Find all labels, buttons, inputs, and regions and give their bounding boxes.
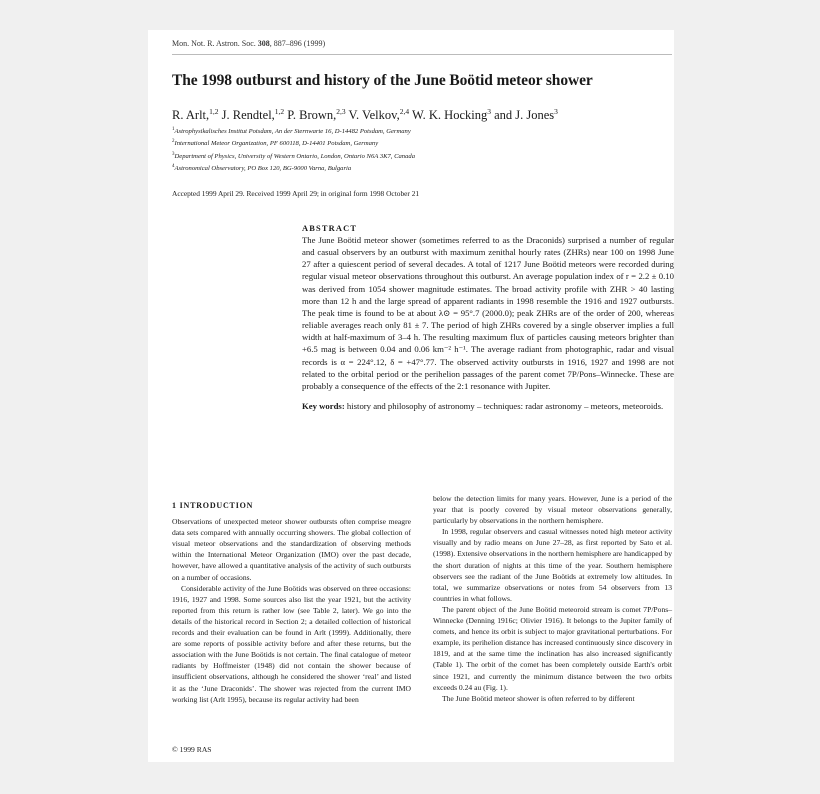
affiliation: $^4$Astronomical Observatory, PO Box 120, BG-9000 Varna, Bulgaria <box>172 164 352 173</box>
keywords <box>302 400 674 412</box>
running-head: Mon. Not. R. Astron. Soc. 308, 887–896 (1999) <box>172 39 326 48</box>
paragraph: below the detection limits for many years. However, June is a period of the year that is poorly covered by visual meteor observations generally, particularly by observations in the northern hemisphere. <box>433 494 672 526</box>
keywords-text: history and philosophy of astronomy – techniques: radar astronomy – meteors, meteoroids. <box>344 401 664 412</box>
keywords-label: Key words: <box>302 401 345 412</box>
author: J. Rendtel, <box>218 108 275 123</box>
affiliation: $^1$Astrophysikalisches Institut Potsdam, An der Sternwarte 16, D-14482 Potsdam, Germany <box>172 127 411 136</box>
column-left <box>172 500 411 705</box>
author: W. K. Hocking <box>409 108 488 123</box>
header-rule <box>172 54 672 55</box>
author: and J. Jones <box>490 108 555 123</box>
accepted-dates: Accepted 1999 April 29. Received 1999 April 29; in original form 1998 October 21 <box>172 189 420 198</box>
author: V. Velkov, <box>345 108 400 123</box>
paragraph: Considerable activity of the June Boötids was observed on three occasions: 1916, 1927 and 1998. Some sources also list the year 1921, but the activity reported from this return is rather low (see Table 2, later). We go into the details of the historical record in Section 2; a detailed collection of historical records and their evaluation can be found in Arlt (1999). Additionally, there are some reports of possible activity before and after these returns, but the association with the June Boötids is not certain. The final catalogue of meteor radiants by Hoffmeister (1948) did not contain the shower because of insufficient observations, although he considered the shower ‘real’ and listed it as the ‘June Draconids’. The shower was rejected from the current IMO working list (Arlt 1995), because its regular activity had been <box>172 583 411 704</box>
author: R. Arlt, <box>172 108 210 123</box>
column-right <box>433 493 672 704</box>
section-heading: 1 INTRODUCTION <box>172 501 254 510</box>
affiliations <box>172 125 652 175</box>
paragraph: The parent object of the June Boötid meteoroid stream is comet 7P/Pons–Winnecke (Denning 1916c; Olivier 1916). It belongs to the Jupiter family of comets, and hence its orbit is subject to major gravitational perturbations. For example, its perihelion distance has increased continuously since discovery in 1819, and at the same time the inclination has also increased significantly (Table 1). The orbit of the comet has been completely outside Earth's orbit since 1921, and currently the minimum distance between the two orbits exceeds 0.24 au (Fig. 1). <box>433 604 672 692</box>
abstract-heading: ABSTRACT <box>302 224 358 233</box>
abstract-text: The June Boötid meteor shower (sometimes referred to as the Draconids) surprised a number of regular and casual observers by an outburst with maximum zenithal hourly rates (ZHRs) near 100 on 1998 June 27 after a quiescent period of several decades. A total of 1217 June Boötid meteors were recorded during regular visual meteor observations throughout this outburst. An average population index of r = 2.2 ± 0.10 was derived from 1054 shower magnitude estimates. The broad activity profile with ZHR > 40 lasting more than 12 h and the large spread of apparent radiants in 1998 resemble the 1916 and 1927 outbursts. The peak time is found to be at about λ⊙ = 95°.7 (2000.0); peak ZHRs are of the order of 200, whereas reliable averages reach only 81 ± 7. The period of high ZHRs covered by a single observer implies a full width at half-maximum of 3–4 h. The resulting maximum flux of particles causing meteors brighter than +6.5 mag is between 0.04 and 0.06 km⁻² h⁻¹. The average radiant from photographic, radar and visual records is α = 224°.12, δ = +47°.77. The observed activity outbursts in 1916, 1927 and 1998 are not related to the orbital period or the perihelion passages of the parent comet 7P/Pons–Winnecke. These are probably a consequence of the effects of the 2:1 resonance with Jupiter. <box>302 235 674 391</box>
paragraph: The June Boötid meteor shower is often referred to by different <box>442 693 635 703</box>
copyright: © 1999 RAS <box>172 745 212 754</box>
author: P. Brown, <box>284 108 337 123</box>
paragraph: In 1998, regular observers and casual witnesses noted high meteor activity visually and by radio means on June 27–28, as first reported by Sato et al. (1998). Extensive observations in the northern hemisphere are handicapped by the short duration of nights at this time of the year. Southern hemisphere observers see the radiant of the June Boötids at extremely low altitudes. In total, we summarize observations or notes from 54 observers from 13 countries in what follows. <box>433 527 672 603</box>
affiliation: $^2$International Meteor Organization, PF 600118, D-14401 Potsdam, Germany <box>172 139 379 148</box>
author-list: R. Arlt,$^{1,2}$ J. Rendtel,$^{1,2}$ P. Brown,$^{2,3}$ V. Velkov,$^{2,4}$ W. K. Hocking$^3$ and J. Jones$^3$ <box>172 107 558 123</box>
paragraph: Observations of unexpected meteor shower outbursts often comprise meagre data sets compared with annually occurring showers. The global collection of visual meteor observations and the standardization of observing methods within the International Meteor Organization (IMO) over the past decade, however, have allowed a quantitative analysis of the activity of such outbursts on a number of occasions. <box>172 517 411 582</box>
affiliation: $^3$Department of Physics, University of Western Ontario, London, Ontario N6A 3K7, Canada <box>172 151 415 160</box>
paper-title: The 1998 outburst and history of the June Boötid meteor shower <box>172 72 593 89</box>
abstract-block <box>302 224 674 412</box>
